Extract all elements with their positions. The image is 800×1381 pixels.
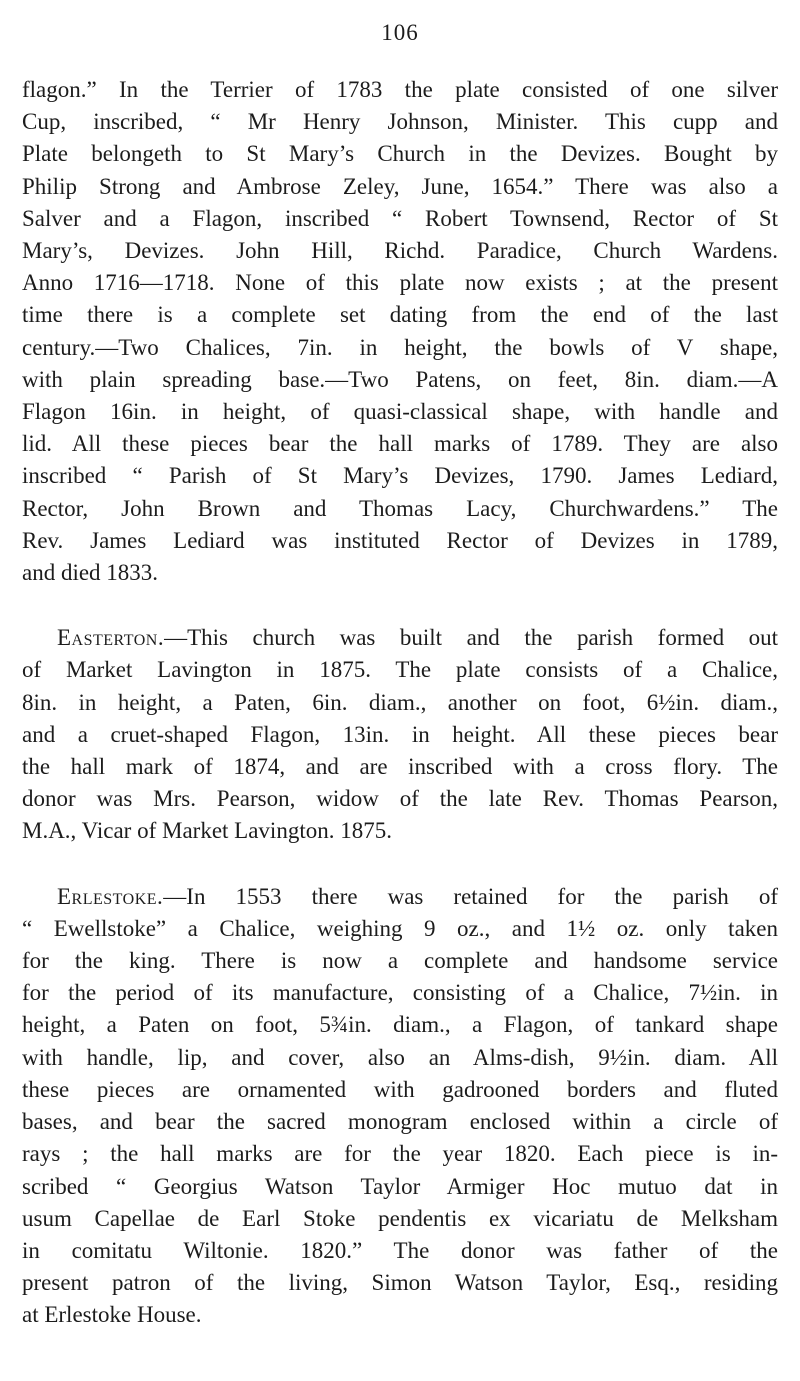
text-line: with handle, lip, and cover, also an Alms-dish, 9½in. diam. All <box>22 1044 778 1070</box>
text-line: Cup, inscribed, “ Mr Henry Johnson, Minister. This cupp and <box>22 109 778 135</box>
text-line: rays ; the hall marks are for the year 1820. Each piece is in- <box>22 1141 778 1167</box>
text-line <box>22 622 778 654</box>
text-line: donor was Mrs. Pearson, widow of the late Rev. Thomas Pearson, <box>22 786 778 812</box>
text-line: height, a Paten on foot, 5¾in. diam., a Flagon, of tankard shape <box>22 1012 778 1038</box>
section-heading-easterton: Easterton. <box>57 625 165 651</box>
paragraph-devizes-st-marys <box>22 74 778 589</box>
text-line: “ Ewellstoke” a Chalice, weighing 9 oz., and 1½ oz. only taken <box>22 915 778 941</box>
text-line: bases, and bear the sacred monogram enclosed within a circle of <box>22 1109 778 1135</box>
text-line: Salver and a Flagon, inscribed “ Robert Townsend, Rector of St <box>22 205 778 231</box>
text-line: the hall mark of 1874, and are inscribed with a cross flory. The <box>22 754 778 780</box>
text-line: present patron of the living, Simon Watson Taylor, Esq., residing <box>22 1270 778 1296</box>
text-line: Rector, John Brown and Thomas Lacy, Churchwardens.” The <box>22 495 778 521</box>
text-line: scribed “ Georgius Watson Taylor Armiger Hoc mutuo dat in <box>22 1173 778 1199</box>
page-number: 106 <box>381 20 419 45</box>
text-line: for the king. There is now a complete and handsome service <box>22 948 778 974</box>
paragraph-erlestoke <box>22 881 778 1332</box>
text-line: and a cruet-shaped Flagon, 13in. in height. All these pieces bear <box>22 721 778 747</box>
text-line: and died 1833. <box>22 560 159 586</box>
text-line-rest: —In 1553 there was retained for the parish of <box>163 883 778 909</box>
text-line: usum Capellae de Earl Stoke pendentis ex vicariatu de Melksham <box>22 1205 778 1231</box>
text-line: these pieces are ornamented with gadrooned borders and fluted <box>22 1076 778 1102</box>
text-line: century.—Two Chalices, 7in. in height, the bowls of V shape, <box>22 334 778 360</box>
section-heading-erlestoke: Erlestoke. <box>57 883 164 909</box>
text-line: Philip Strong and Ambrose Zeley, June, 1654.” There was also a <box>22 173 778 199</box>
text-line: lid. All these pieces bear the hall marks of 1789. They are also <box>22 431 778 457</box>
text-line: Rev. James Lediard was instituted Rector of Devizes in 1789, <box>22 527 778 553</box>
book-page <box>22 18 778 1332</box>
text-line: Anno 1716—1718. None of this plate now exists ; at the present <box>22 270 778 296</box>
text-line-rest: —This church was built and the parish formed out <box>164 625 778 651</box>
text-line <box>22 881 778 913</box>
text-line: at Erlestoke House. <box>22 1302 202 1328</box>
text-line: Plate belongeth to St Mary’s Church in the Devizes. Bought by <box>22 141 778 167</box>
text-line: flagon.” In the Terrier of 1783 the plate consisted of one silver <box>22 77 778 102</box>
text-line: inscribed “ Parish of St Mary’s Devizes, 1790. James Lediard, <box>22 463 778 489</box>
text-line: with plain spreading base.—Two Patens, on feet, 8in. diam.—A <box>22 366 778 392</box>
text-line: time there is a complete set dating from the end of the last <box>22 302 778 328</box>
text-line: Mary’s, Devizes. John Hill, Richd. Paradice, Church Wardens. <box>22 238 778 264</box>
text-line: 8in. in height, a Paten, 6in. diam., another on foot, 6½in. diam., <box>22 689 778 715</box>
text-line: in comitatu Wiltonie. 1820.” The donor was father of the <box>22 1237 778 1263</box>
text-line: for the period of its manufacture, consisting of a Chalice, 7½in. in <box>22 980 778 1006</box>
paragraph-easterton <box>22 622 778 847</box>
text-line: of Market Lavington in 1875. The plate consists of a Chalice, <box>22 657 778 683</box>
text-line: M.A., Vicar of Market Lavington. 1875. <box>22 818 392 844</box>
text-line: Flagon 16in. in height, of quasi-classical shape, with handle and <box>22 399 778 425</box>
